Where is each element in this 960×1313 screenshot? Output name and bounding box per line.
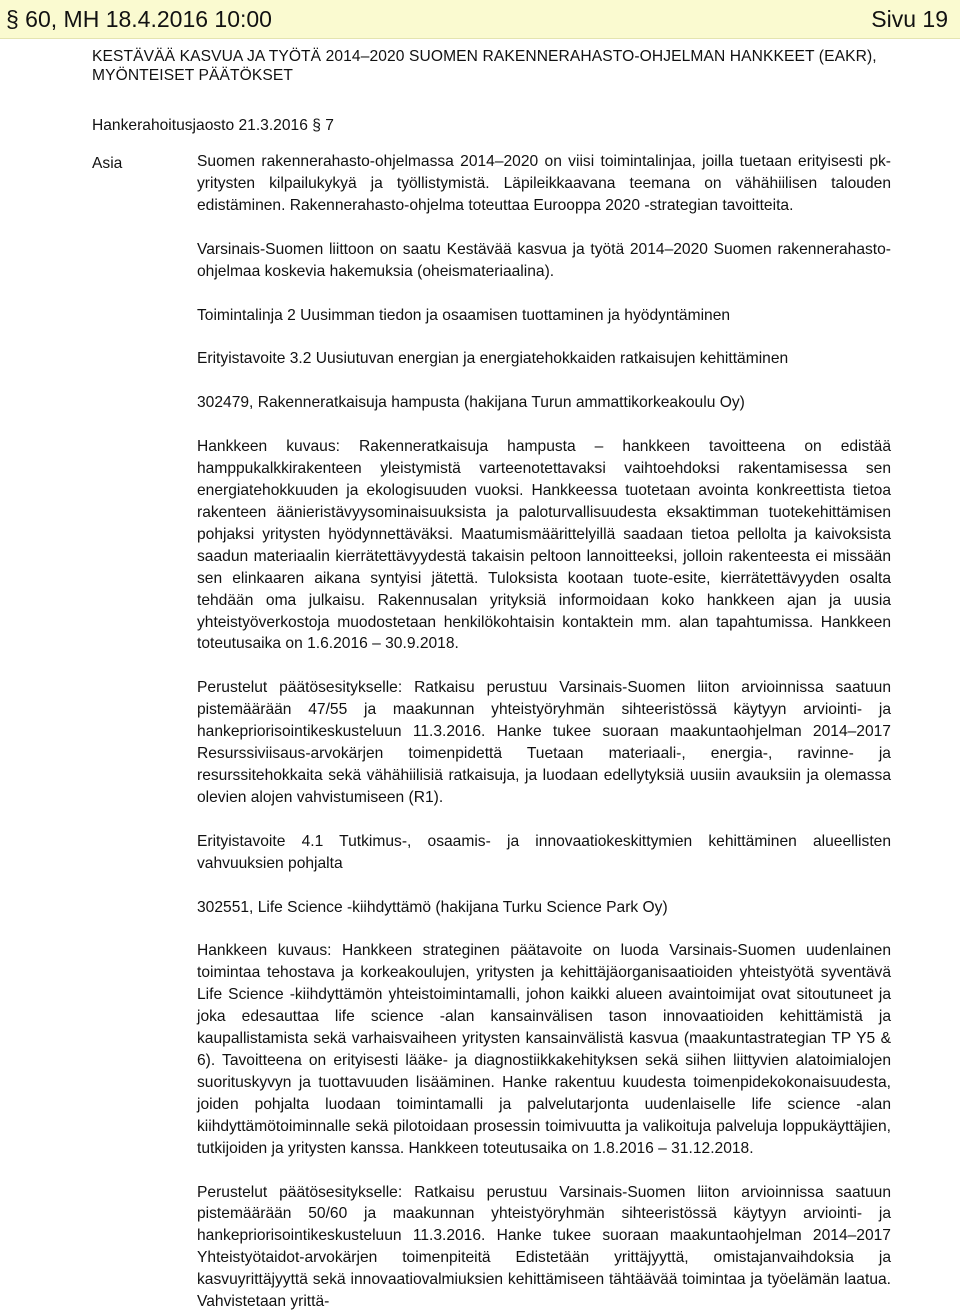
paragraph-project-302479-description: Hankkeen kuvaus: Rakenneratkaisuja hampusta – hankkeen tavoitteena on edistää hamppukalkkirakenteen yleistymistä varteenotettavaksi vaihtoehdoksi rakentamisessa sen energiatehokkuuden ja ekologisuuden vuoksi. Hankkeessa tuotetaan avointa konkreettista tietoa rakenteen äänieristävyysominaisuuksista ja paloturvallisuudesta eksaktimman tuotekehittämisen pohjaksi yritysten hyödynnettäväksi. Maatumismäärittelyillä saadaan tietoa pellolta ja kaivoksista saadun materiaalin kierrätettävyydestä takaisin peltoon lannoitteeksi, jolloin rakenteesta ei missään sen elinkaaren aikana syntyisi jätettä. Tuloksista kootaan tuote-esite, kierrätettävyyden osalta tehdään oma julkaisu. Rakennusalan yrityksiä informoidaan koko hankkeen ajan ja uusia yhteistyöverkostoja muodostetaan henkilökohtaisin kontaktein mm. alan tapahtumissa. Hankkeen toteutusaika on 1.6.2016 – 30.9.2018.: [197, 438, 891, 653]
document-body: [197, 151, 891, 1313]
paragraph-project-302551-description: Hankkeen kuvaus: Hankkeen strateginen päätavoite on luoda Varsinais-Suomen uudenlainen toimintaa tehostava ja korkeakoulujen, yritysten ja kehittäjäorganisaatioiden yhteistyötä syventävä Life Science -kiihdyttämön yhteistoimintamalli, johon kaikki alueen avaintoimijat ovat sitoutuneet ja joka edesauttaa life science -alan kansainvälisen tason innovaatioiden kehittämistä ja kaupallistamista sekä varhaisvaiheen yritysten kansainvälistä kasvua (maakuntastrategian TP Y5 & 6). Tavoitteena on erityisesti lääke- ja diagnostiikkakehityksen sekä siihen liittyvien alatoimialojen suorituskyvyn ja tuottavuuden lisääminen. Hanke rakentuu kuudesta toimenpidekokonaisuudesta, joiden pohjalta luodaan toimintamalli ja palvelutarjonta uudenlaiselle life science -alan kiihdyttämötoiminnalle sekä pilotoidaan prosessin toimivuutta ja valikoituja palveluja loppukäyttäjien, tutkijoiden ja yritysten kanssa. Hankkeen toteutusaika on 1.8.2016 – 31.12.2018.: [197, 942, 891, 1157]
section-date: § 60, MH 18.4.2016 10:00: [6, 6, 272, 32]
paragraph-project-302479-rationale: Perustelut päätösesitykselle: Ratkaisu perustuu Varsinais-Suomen liiton arvioinnissa saatuun pistemäärään 47/55 ja maakunnan yhteistyöryhmän sihteeristössä käytyyn arviointi- ja hankepriorisointikeskusteluun 11.3.2016. Hanke tukee suoraan maakuntaohjelman 2014–2017 Resurssiviisaus-arvokärjen toimenpidettä Tuetaan materiaali-, energia-, ravinne- ja resurssitehokkaita sekä vähähiilisiä ratkaisuja, ja luodaan edellytyksiä uusiin avauksiin ja olemassa olevien alojen vahvistumiseen (R1).: [197, 679, 891, 806]
asia-label: Asia: [92, 155, 123, 172]
paragraph-intro: Suomen rakennerahasto-ohjelmassa 2014–2020 on viisi toimintalinjaa, joilla tuetaan erityisesti pk-yritysten kilpailukykyä ja työllistymistä. Läpileikkaavana teemana on vähähiilisen talouden edistäminen. Rakennerahasto-ohjelma toteuttaa Eurooppa 2020 -strategian tavoitteita.: [197, 153, 891, 214]
document-title: KESTÄVÄÄ KASVUA JA TYÖTÄ 2014–2020 SUOMEN RAKENNERAHASTO-OHJELMAN HANKKEET (EAKR), MYÖNTEISET PÄÄTÖKSET: [92, 48, 877, 84]
page-header: [0, 0, 960, 39]
paragraph-priority-axis: Toimintalinja 2 Uusimman tiedon ja osaamisen tuottaminen ja hyödyntäminen: [197, 306, 731, 324]
paragraph-objective-4-1: Erityistavoite 4.1 Tutkimus-, osaamis- ja innovaatiokeskittymien kehittäminen alueellisten vahvuuksien pohjalta: [197, 832, 891, 872]
paragraph-objective-3-2: Erityistavoite 3.2 Uusiutuvan energian ja energiatehokkaiden ratkaisujen kehittäminen: [197, 350, 789, 368]
page-number: Sivu 19: [871, 6, 948, 32]
meeting-reference: Hankerahoitusjaosto 21.3.2016 § 7: [92, 117, 334, 134]
paragraph-project-302551-rationale: Perustelut päätösesitykselle: Ratkaisu perustuu Varsinais-Suomen liiton arvioinnissa saatuun pistemäärään 50/60 ja maakunnan yhteistyöryhmän sihteeristössä käytyyn arviointi- ja hankepriorisointikeskusteluun 11.3.2016. Hanke tukee suoraan maakuntaohjelman 2014–2017 Yhteistyötaidot-arvokärjen toimenpiteitä Edistetään yrittäjyyttä, omistajanvaihdoksia ja kasvuyrittäjyyttä sekä innovaatiovalmiuksien kehittämiseen tähtäävää toimintaa ja työelämän laatua. Vahvistetaan yrittä-: [197, 1183, 891, 1311]
paragraph-applications: Varsinais-Suomen liittoon on saatu Kestävää kasvua ja työtä 2014–2020 Suomen rakennerahasto-ohjelmaa koskevia hakemuksia (oheismateriaalina).: [197, 240, 891, 280]
paragraph-project-302479: 302479, Rakenneratkaisuja hampusta (hakijana Turun ammattikorkeakoulu Oy): [197, 394, 745, 412]
paragraph-project-302551: 302551, Life Science -kiihdyttämö (hakijana Turku Science Park Oy): [197, 898, 668, 916]
